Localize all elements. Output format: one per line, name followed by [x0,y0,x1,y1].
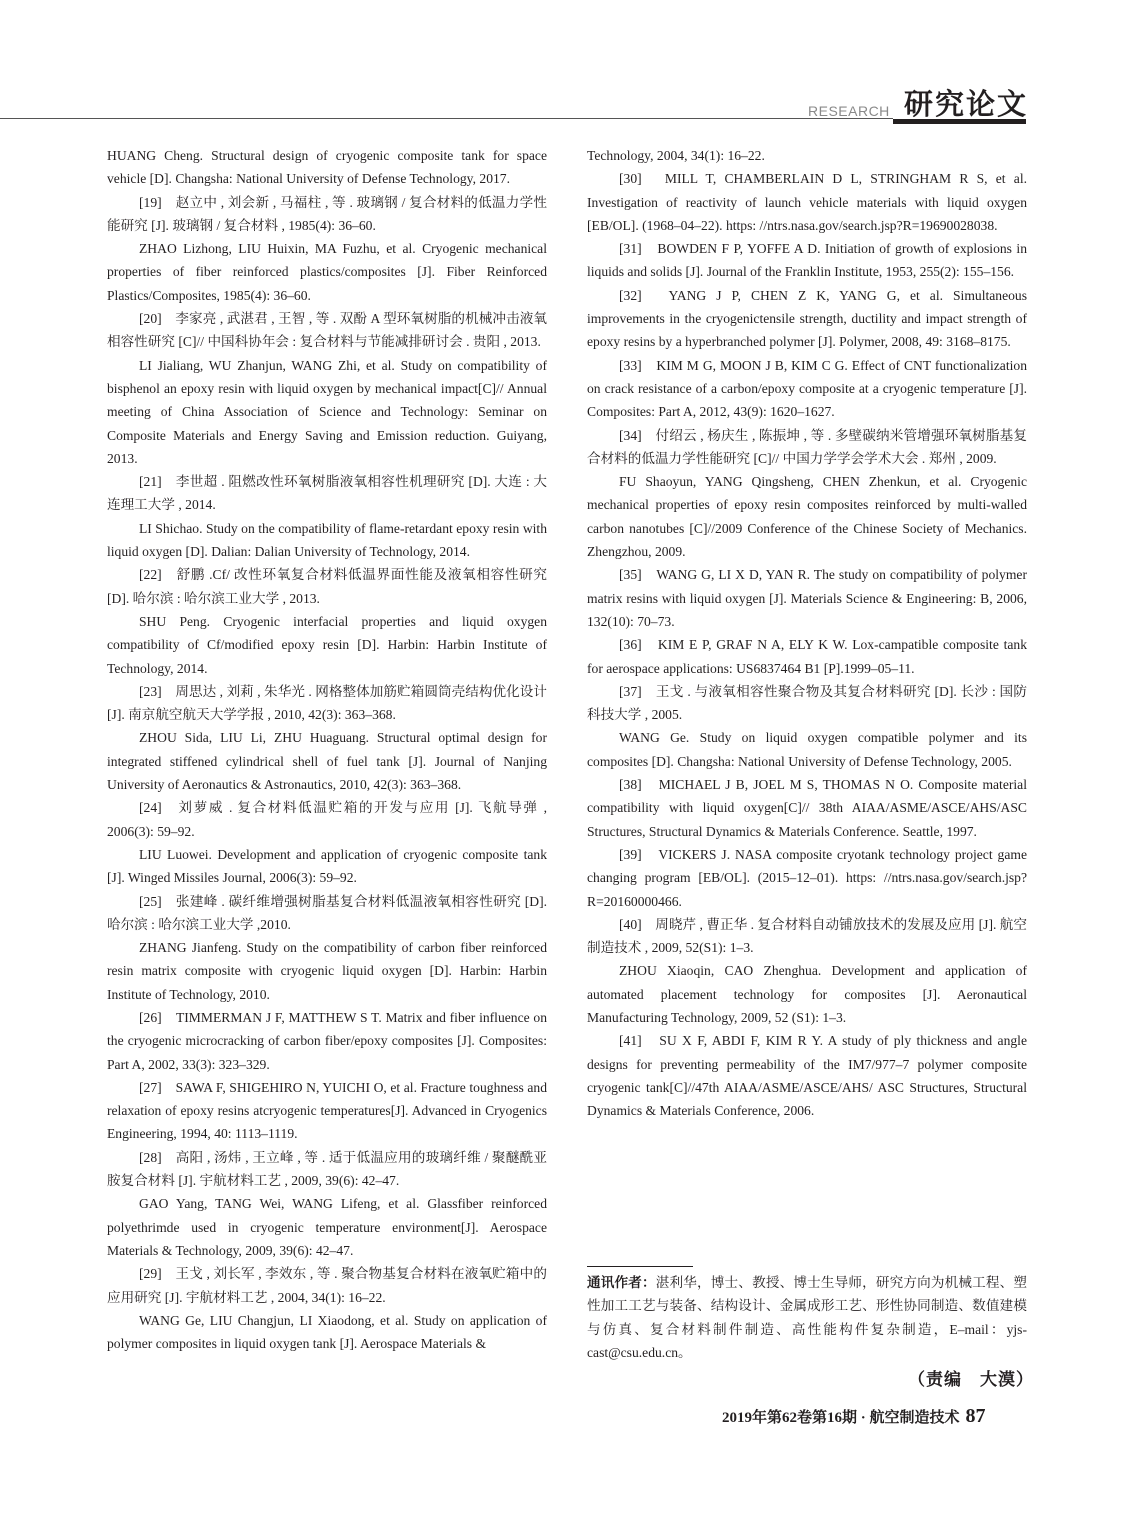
author-note-text: 湛利华，博士、教授、博士生导师，研究方向为机械工程、塑性加工工艺与装备、结构设计、金属成形工艺、形性协同制造、数值建模与仿真、复合材料制件制造、高性能构件复杂制造，E–mail：yjs-cast@csu.edu.cn。 [587,1275,1028,1360]
reference-entry: [27] SAWA F, SHIGEHIRO N, YUICHI O, et al. Fracture toughness and relaxation of epoxy resins atcryogenic temperatures[J]. Advanced in Cryogenics Engineering, 1994, 40: 1113–1119. [107,1079,547,1142]
reference-translation: ZHOU Sida, LIU Li, ZHU Huaguang. Structural optimal design for integrated stiffened cylindrical shell of fuel tank [J]. Journal of Nanjing University of Aeronautics & Astronautics, 2010, 42(3): 363–368. [107,730,547,793]
reference-entry: [25] 张建峰 . 碳纤维增强树脂基复合材料低温液氧相容性研究 [D]. 哈尔滨 : 哈尔滨工业大学 ,2010. [107,893,547,932]
reference-entry: [41] SU X F, ABDI F, KIM R Y. A study of ply thickness and angle designs for preventing permeability of the IM7/977–7 polymer composite cryogenic tank[C]//47th AIAA/ASME/ASCE/AHS/ ASC Structures, Structural Dynamics & Materials Conference, 2006. [587,1033,1027,1119]
reference-translation: LIU Luowei. Development and application of cryogenic composite tank [J]. Winged Missiles Journal, 2006(3): 59–92. [107,846,547,886]
reference-entry: [23] 周思达 , 刘莉 , 朱华光 . 网格整体加筋贮箱圆筒壳结构优化设计 [J]. 南京航空航天大学学报 , 2010, 42(3): 363–368. [107,683,547,723]
reference-translation: SHU Peng. Cryogenic interfacial properties and liquid oxygen compatibility of Cf/modified epoxy resin [D]. Harbin: Harbin Institute of Technology, 2014. [107,613,547,676]
reference-entry: [37] 王戈 . 与液氧相容性聚合物及其复合材料研究 [D]. 长沙 : 国防科技大学 , 2005. [587,683,1027,723]
journal-info: 2019年第62卷第16期 · 航空制造技术 [722,1410,960,1426]
reference-translation: GAO Yang, TANG Wei, WANG Lifeng, et al. Glassfiber reinforced polyethrimde used in cryogenic temperature environment[J]. Aerospace Materials & Technology, 2009, 39(6): 42–47. [107,1196,547,1258]
page-footer [722,1405,986,1428]
reference-translation: LI Shichao. Study on the compatibility of flame-retardant epoxy resin with liquid oxygen [D]. Dalian: Dalian University of Technology, 2014. [107,520,547,560]
reference-entry: [20] 李家亮 , 武湛君 , 王智 , 等 . 双酚 A 型环氧树脂的机械冲击液氧相容性研究 [C]// 中国科协年会 : 复合材料与节能减排研讨会 . 贵阳 , 2013. [107,311,547,350]
reference-entry: [38] MICHAEL J B, JOEL M S, THOMAS N O. Composite material compatibility with liquid oxygen[C]// 38th AIAA/ASME/ASCE/AHS/ASC Structures, Structural Dynamics & Materials Conference. Seattle, 1997. [587,777,1027,839]
author-note [587,1271,1027,1364]
reference-entry: [30] MILL T, CHAMBERLAIN D L, STRINGHAM R S, et al. Investigation of reactivity of launch vehicle materials with liquid oxygen [EB/OL]. (1968–04–22). https: //ntrs.nasa.gov/search.jsp?R=19690028038. [587,171,1027,233]
section-title: 研究论文 [904,89,1029,121]
reference-entry: [35] WANG G, LI X D, YAN R. The study on compatibility of polymer matrix resins with liquid oxygen [J]. Materials Science & Engineering: B, 2006, 132(10): 70–73. [587,567,1027,629]
reference-entry: [34] 付绍云 , 杨庆生 , 陈振坤 , 等 . 多壁碳纳米管增强环氧树脂基复合材料的低温力学性能研究 [C]// 中国力学学会学术大会 . 郑州 , 2009. [587,427,1027,466]
reference-entry: [32] YANG J P, CHEN Z K, YANG G, et al. Simultaneous improvements in the cryogenictensile strength, ductility and impact strength of epoxy resins by a hyperbranched polymer [J]. Polymer, 2008, 49: 3168–8175. [587,287,1027,350]
reference-entry: [26] TIMMERMAN J F, MATTHEW S T. Matrix and fiber influence on the cryogenic microcracking of carbon fiber/epoxy composites [J]. Composites: Part A, 2002, 33(3): 323–329. [107,1009,547,1072]
reference-translation: ZHOU Xiaoqin, CAO Zhenghua. Development and application of automated placement technology for composites [J]. Aeronautical Manufacturing Technology, 2009, 52 (S1): 1–3. [587,963,1027,1025]
reference-translation: ZHAO Lizhong, LIU Huixin, MA Fuzhu, et al. Cryogenic mechanical properties of fiber reinforced plastics/composites [J]. Fiber Reinforced Plastics/Composites, 1985(4): 36–60. [107,241,547,303]
reference-entry: [40] 周晓芹 , 曹正华 . 复合材料自动铺放技术的发展及应用 [J]. 航空制造技术 , 2009, 52(S1): 1–3. [587,916,1027,956]
reference-translation: WANG Ge, LIU Changjun, LI Xiaodong, et al. Study on application of polymer composites in liquid oxygen tank [J]. Aerospace Materials & [107,1312,547,1352]
reference-continuation: HUANG Cheng. Structural design of cryogenic composite tank for space vehicle [D]. Changsha: National University of Defense Technology, 2017. [107,148,547,187]
reference-translation: LI Jialiang, WU Zhanjun, WANG Zhi, et al. Study on compatibility of bisphenol an epoxy resin with liquid oxygen by mechanical impact[C]// Annual meeting of China Association of Science and Technology: Seminar on Composite Materials and Energy Saving and Emission reduction. Guiyang, 2013. [107,357,547,466]
reference-translation: ZHANG Jianfeng. Study on the compatibility of carbon fiber reinforced resin matrix composite with cryogenic liquid oxygen [D]. Harbin: Harbin Institute of Technology, 2010. [107,940,547,1002]
reference-entry: [28] 高阳 , 汤炜 , 王立峰 , 等 . 适于低温应用的玻璃纤维 / 聚醚酰亚胺复合材料 [J]. 宇航材料工艺 , 2009, 39(6): 42–47. [107,1149,547,1189]
reference-translation: FU Shaoyun, YANG Qingsheng, CHEN Zhenkun, et al. Cryogenic mechanical properties of epoxy resin composites reinforced by multi-walled carbon nanotubes [C]//2009 Conference of the Chinese Society of Mechanics. Zhengzhou, 2009. [587,474,1027,560]
left-reference-column [107,144,547,1355]
reference-continuation: Technology, 2004, 34(1): 16–22. [587,148,765,163]
header-rule [0,118,893,119]
reference-entry: [33] KIM M G, MOON J B, KIM C G. Effect of CNT functionalization on crack resistance of a carbon/epoxy composite at a cryogenic temperature [J]. Composites: Part A, 2012, 43(9): 1620–1627. [587,357,1027,420]
header-research-label: RESEARCH [808,103,890,119]
reference-translation: WANG Ge. Study on liquid oxygen compatible polymer and its composites [D]. Changsha: National University of Defense Technology, 2005. [587,730,1027,769]
editor-credit: （责编 大漠） [908,1370,1034,1389]
right-reference-column [587,144,1027,1122]
reference-entry: [39] VICKERS J. NASA composite cryotank technology project game changing program [EB/OL]. (2015–12–01). https: //ntrs.nasa.gov/search.jsp?R=20160000466. [587,846,1027,909]
reference-entry: [21] 李世超 . 阻燃改性环氧树脂液氧相容性机理研究 [D]. 大连 : 大连理工大学 , 2014. [107,474,547,513]
reference-entry: [24] 刘萝威 . 复合材料低温贮箱的开发与应用 [J]. 飞航导弹 , 2006(3): 59–92. [107,800,547,839]
reference-entry: [29] 王戈 , 刘长军 , 李效东 , 等 . 聚合物基复合材料在液氧贮箱中的应用研究 [J]. 宇航材料工艺 , 2004, 34(1): 16–22. [107,1266,547,1305]
reference-entry: [19] 赵立中 , 刘会新 , 马福柱 , 等 . 玻璃钢 / 复合材料的低温力学性能研究 [J]. 玻璃钢 / 复合材料 , 1985(4): 36–60. [107,194,547,233]
author-note-label: 通讯作者： [587,1275,656,1290]
reference-entry: [36] KIM E P, GRAF N A, ELY K W. Lox-campatible composite tank for aerospace applications: US6837464 B1 [P].1999–05–11. [587,637,1027,676]
reference-entry: [31] BOWDEN F P, YOFFE A D. Initiation of growth of explosions in liquids and solids [J]. Journal of the Franklin Institute, 1953, 255(2): 155–156. [587,241,1027,280]
page-number: 87 [965,1405,986,1427]
reference-entry: [22] 舒鹏 .Cf/ 改性环氧复合材料低温界面性能及液氧相容性研究 [D]. 哈尔滨 : 哈尔滨工业大学 , 2013. [107,567,547,606]
note-divider [587,1266,693,1267]
